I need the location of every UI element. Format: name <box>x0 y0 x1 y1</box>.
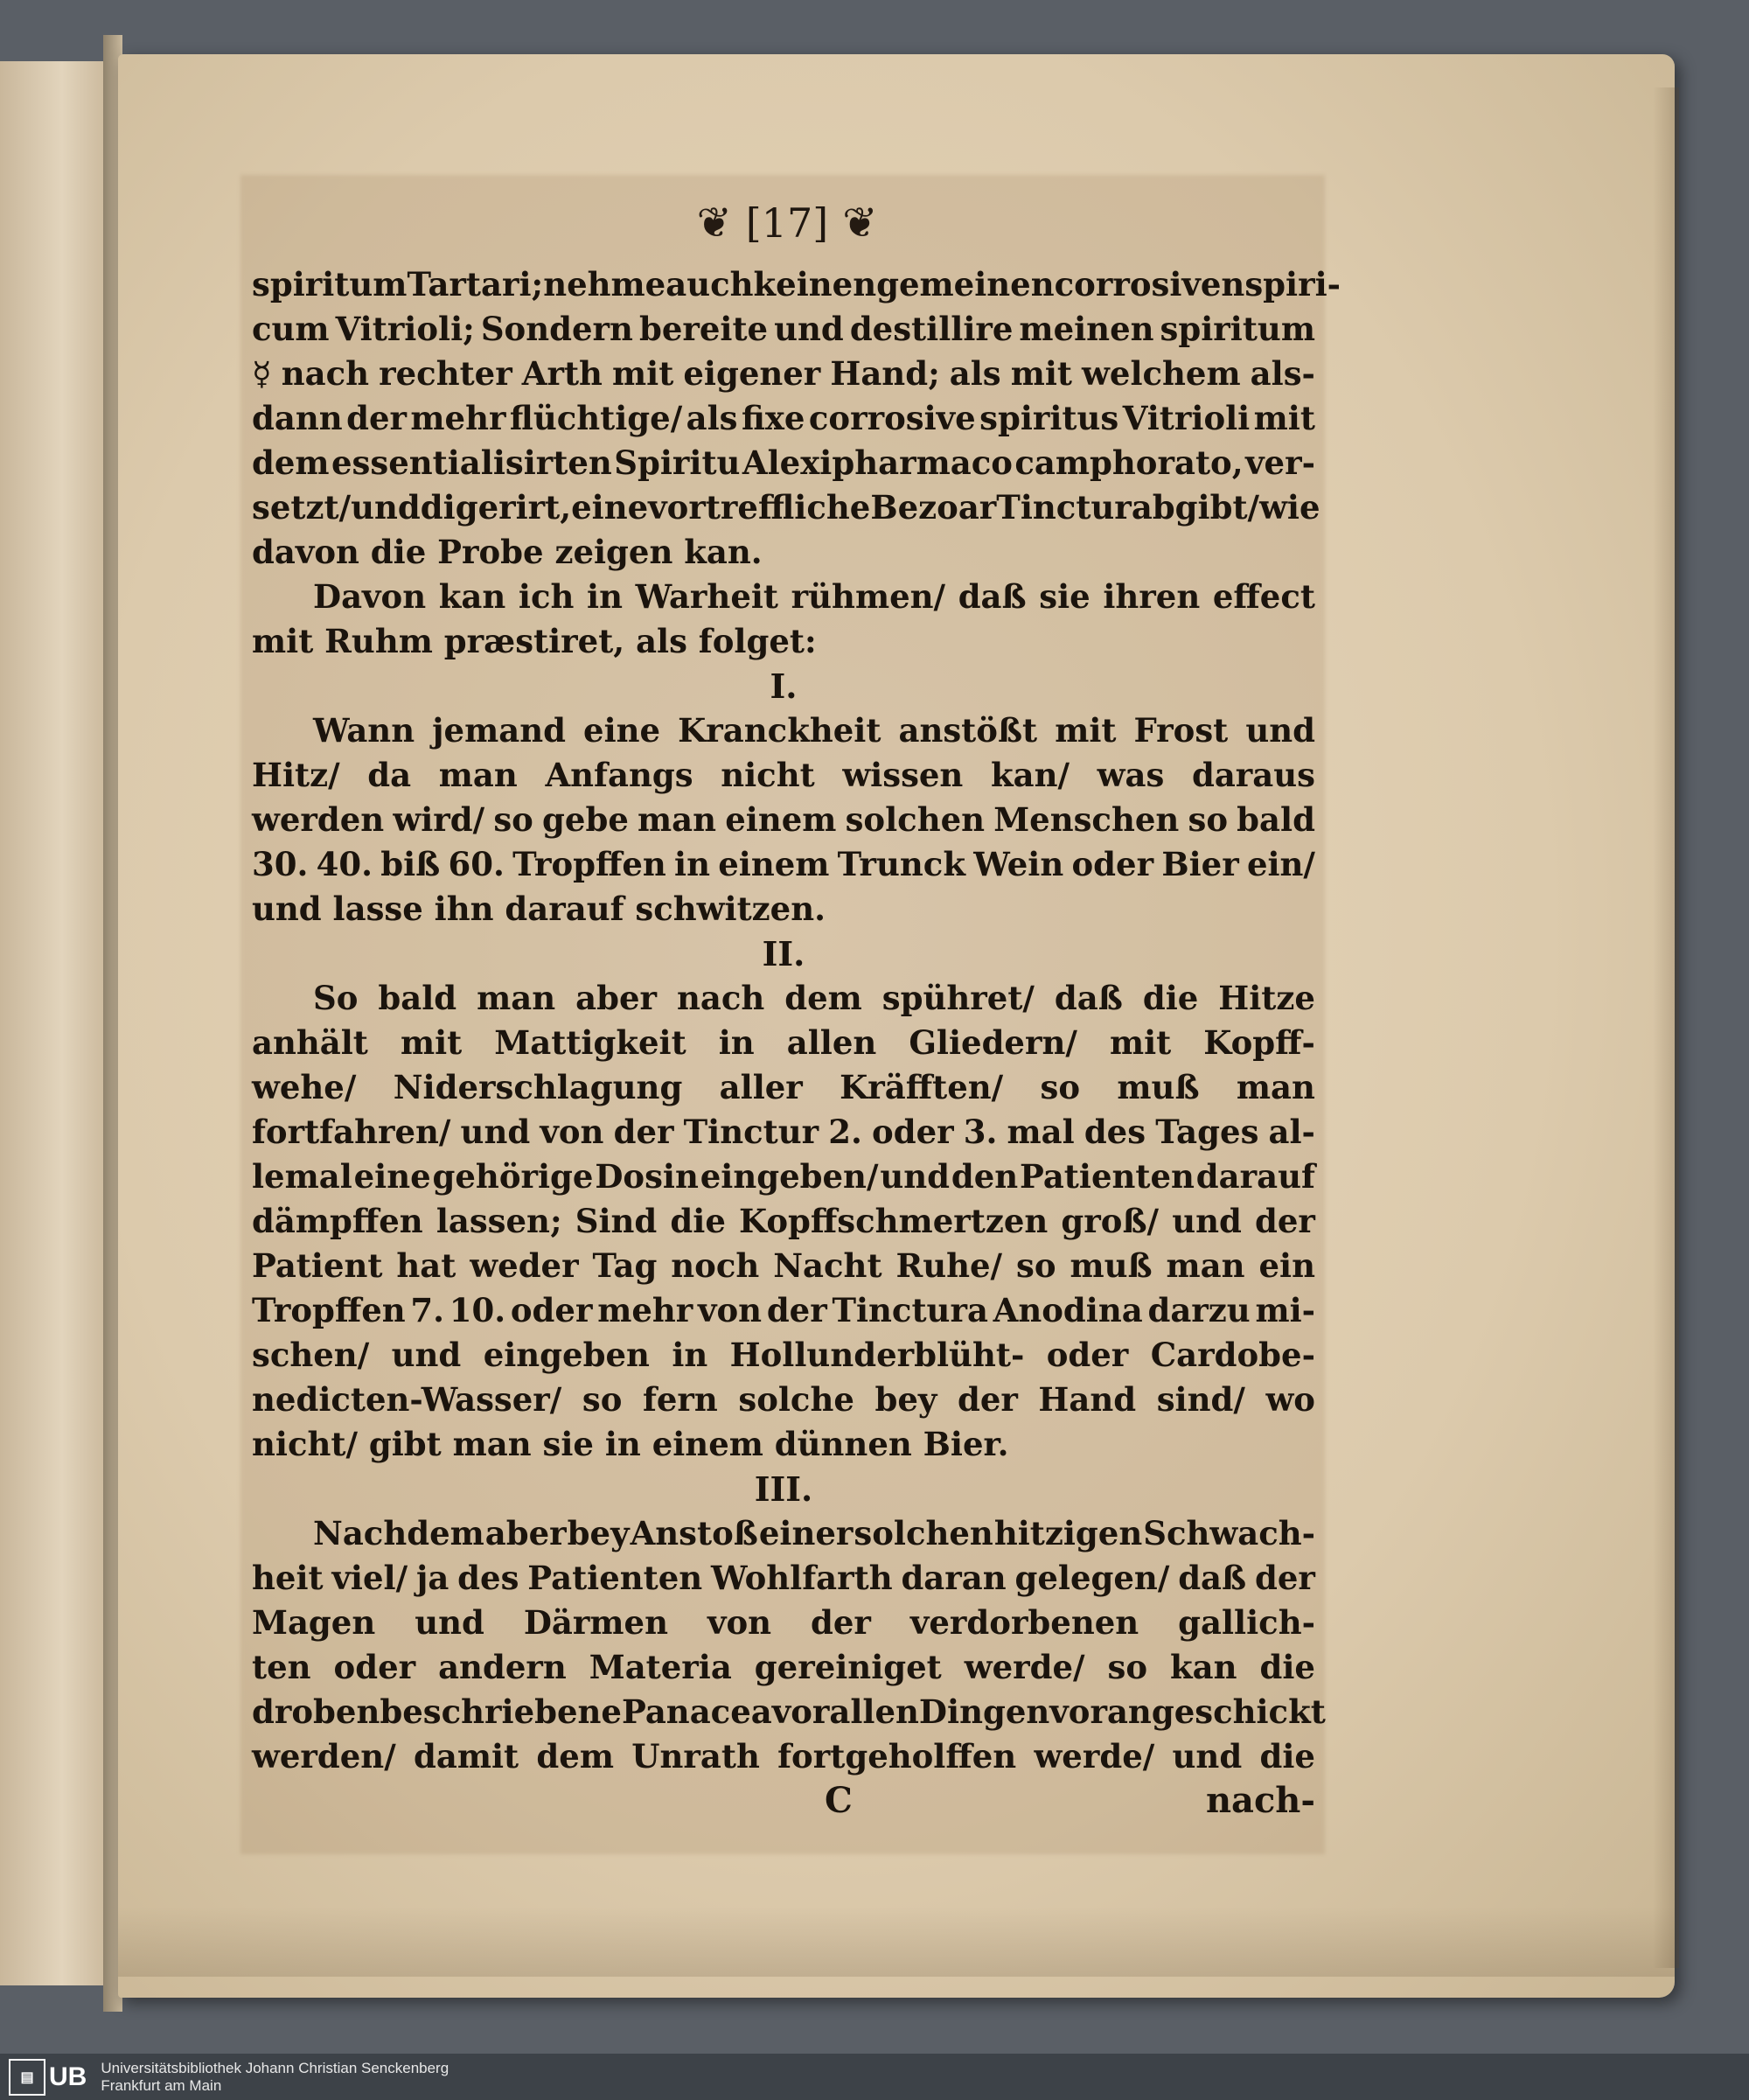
word: kan <box>1170 1648 1237 1686</box>
word: viel/ <box>331 1559 408 1597</box>
word: droben <box>252 1692 380 1731</box>
word: von <box>707 1603 772 1642</box>
word: Tinctur <box>996 488 1132 527</box>
library-footer-bar <box>0 2054 1749 2100</box>
library-logo-icon: ▤ <box>9 2059 45 2096</box>
word: nehme <box>543 265 666 303</box>
word: 30. <box>252 845 309 883</box>
text-line <box>252 1155 1315 1199</box>
word: Unrath <box>631 1737 760 1776</box>
word: allen <box>786 1023 877 1062</box>
word: muß <box>1070 1246 1153 1285</box>
word: mehr <box>597 1291 693 1329</box>
word: al- <box>1268 1113 1315 1151</box>
word: 3. <box>963 1113 998 1151</box>
word: gebe <box>542 800 629 839</box>
word: Alexipharmaco <box>742 443 1013 482</box>
word: Mattigkeit <box>494 1023 686 1062</box>
word: welchem <box>1082 354 1241 393</box>
word: ten <box>252 1648 311 1686</box>
word: ☿ <box>252 354 272 393</box>
text-line <box>252 1511 1315 1556</box>
word: Kopff- <box>1203 1023 1315 1062</box>
word: nicht <box>721 756 815 794</box>
word: daß <box>1178 1559 1247 1597</box>
word: daraus <box>1191 756 1315 794</box>
word: verdorbenen <box>909 1603 1139 1642</box>
word: und <box>774 310 844 348</box>
word: Kräfften/ <box>840 1068 1004 1106</box>
word: der <box>613 1113 674 1151</box>
word: Spiritu <box>614 443 741 482</box>
word: Kopffschmertzen <box>739 1202 1049 1240</box>
word: noch <box>671 1246 760 1285</box>
word: 40. <box>316 845 373 883</box>
library-logo[interactable] <box>9 2059 87 2096</box>
text-line <box>252 976 1315 1021</box>
word: kan <box>438 577 506 616</box>
word: heit <box>252 1559 324 1597</box>
word: so <box>582 1380 623 1419</box>
word: den <box>951 1157 1019 1196</box>
word: Dosin <box>595 1157 699 1196</box>
word: wo <box>1265 1380 1315 1419</box>
word: werde/ <box>1034 1737 1155 1776</box>
word: der <box>957 1380 1018 1419</box>
word: so <box>1188 800 1228 839</box>
word: Dingen <box>918 1692 1050 1731</box>
word: oder <box>510 1291 593 1329</box>
word: Menschen <box>993 800 1180 839</box>
word: biß <box>380 845 441 883</box>
text-line <box>252 842 1315 887</box>
word: mehr <box>410 399 506 437</box>
word: darzu <box>1147 1291 1251 1329</box>
word: in <box>672 1336 708 1374</box>
word: Magen <box>252 1603 376 1642</box>
word: und <box>1172 1202 1242 1240</box>
word: eingeben <box>483 1336 650 1374</box>
word: Tinctura <box>832 1291 988 1329</box>
word: wissen <box>842 756 964 794</box>
text-line <box>252 1199 1315 1244</box>
word: Frost <box>1133 711 1229 750</box>
word: spühret/ <box>881 979 1035 1017</box>
word: weder <box>470 1246 579 1285</box>
word: ihren <box>1103 577 1201 616</box>
word: sie <box>1039 577 1091 616</box>
word: wird/ <box>393 800 485 839</box>
word: mal <box>1007 1113 1075 1151</box>
word: Patienten <box>527 1559 703 1597</box>
word: cum <box>252 310 330 348</box>
word: abgibt/ <box>1131 488 1260 527</box>
word: bey <box>567 1514 630 1552</box>
word: werden <box>252 800 385 839</box>
word: oder <box>1046 1336 1129 1374</box>
text-line: mit Ruhm præstiret, als folget: <box>252 622 817 660</box>
word: ein/ <box>1246 845 1315 883</box>
word: damit <box>413 1737 519 1776</box>
word: camphorato, <box>1014 443 1244 482</box>
word: Materia <box>589 1648 732 1686</box>
word: So <box>313 979 359 1017</box>
word: bald <box>378 979 457 1017</box>
word: Tartari; <box>407 265 544 303</box>
word: von <box>698 1291 763 1329</box>
word: Panacea <box>621 1692 772 1731</box>
word: einer <box>758 1514 854 1552</box>
word: gehörige <box>432 1157 594 1196</box>
page-footer <box>252 1780 1315 1832</box>
word: vor <box>771 1692 830 1731</box>
word: corrosive <box>808 399 976 437</box>
word: eingeben/ <box>700 1157 879 1196</box>
word: gelegen/ <box>1014 1559 1170 1597</box>
word: rühmen/ <box>791 577 946 616</box>
word: 7. <box>410 1291 445 1329</box>
text-line <box>252 753 1315 798</box>
left-page-edge <box>0 61 105 1985</box>
text-line <box>252 1021 1315 1065</box>
text-line: und lasse ihn darauf schwitzen. <box>252 890 826 928</box>
page-edge-shadow <box>1653 87 1679 1968</box>
text-line <box>252 1690 1326 1734</box>
word: Davon <box>313 577 427 616</box>
text-line <box>252 575 1315 619</box>
word: in <box>718 1023 755 1062</box>
word: mit <box>400 1023 463 1062</box>
word: gereiniget <box>754 1648 942 1686</box>
word: dann <box>252 399 343 437</box>
word: Hitze <box>1218 979 1315 1017</box>
word: Cardobe- <box>1150 1336 1315 1374</box>
word: und <box>391 1336 462 1374</box>
word: ver- <box>1245 443 1315 482</box>
word: und <box>351 488 421 527</box>
word: Sondern <box>480 310 633 348</box>
text-line: davon die Probe zeigen kan. <box>252 533 763 571</box>
word: der <box>1255 1559 1315 1597</box>
word: ein <box>1258 1246 1315 1285</box>
word: auch <box>665 265 754 303</box>
word: Schwach- <box>1143 1514 1315 1552</box>
word: Bier <box>1161 845 1239 883</box>
word: als- <box>1250 354 1315 393</box>
word: solchen <box>854 1514 993 1552</box>
word: 10. <box>449 1291 506 1329</box>
word: keinen <box>753 265 877 303</box>
word: als <box>686 399 738 437</box>
word: andern <box>438 1648 567 1686</box>
word: von <box>540 1113 604 1151</box>
word: eine <box>353 1157 431 1196</box>
word: meinen <box>1019 310 1154 348</box>
word: daß <box>958 577 1027 616</box>
word: wehe/ <box>252 1068 357 1106</box>
word: ja <box>415 1559 449 1597</box>
word: lassen; <box>436 1202 562 1240</box>
right-ornament-icon: ❦ <box>842 199 878 248</box>
word: die <box>1142 979 1199 1017</box>
text-line <box>252 1734 1315 1779</box>
word: Tinctur <box>683 1113 819 1151</box>
word: solche <box>738 1380 854 1419</box>
word: aller <box>719 1068 803 1106</box>
word: 60. <box>448 845 505 883</box>
word: Trunck <box>837 845 965 883</box>
word: so <box>1016 1246 1056 1285</box>
text-line <box>252 1601 1315 1645</box>
word: mit <box>612 354 674 393</box>
word: Niderschlagung <box>393 1068 683 1106</box>
word: groß/ <box>1061 1202 1160 1240</box>
word: und <box>1245 711 1315 750</box>
word: oder <box>333 1648 416 1686</box>
word: 2. <box>828 1113 862 1151</box>
word: Tropffen <box>512 845 666 883</box>
text-line <box>252 1244 1315 1288</box>
word: werden/ <box>252 1737 396 1776</box>
word: Hollunderblüht- <box>729 1336 1025 1374</box>
word: destillire <box>849 310 1014 348</box>
word: und <box>460 1113 531 1151</box>
word: fortfahren/ <box>252 1113 451 1151</box>
text-line <box>252 1288 1315 1333</box>
section-numeral-3: III. <box>754 1469 813 1509</box>
word: effect <box>1212 577 1315 616</box>
library-name-line2: Frankfurt am Main <box>101 2076 222 2094</box>
word: spiritum <box>1160 310 1315 348</box>
word: Nacht <box>773 1246 882 1285</box>
word: bald <box>1237 800 1315 839</box>
word: schen/ <box>252 1336 370 1374</box>
word: was <box>1097 756 1165 794</box>
word: wie <box>1259 488 1320 527</box>
word: setzt/ <box>252 488 352 527</box>
word: Bezoar <box>870 488 997 527</box>
word: Warheit <box>635 577 779 616</box>
word: hitzigen <box>993 1514 1143 1552</box>
word: Därmen <box>523 1603 668 1642</box>
word: fern <box>642 1380 718 1419</box>
word: flüchtige/ <box>509 399 683 437</box>
word: spiri- <box>1244 265 1341 303</box>
word: Patient <box>252 1246 383 1285</box>
word: bereite <box>638 310 769 348</box>
section-numeral-2: II. <box>762 934 805 973</box>
text-line <box>252 708 1315 753</box>
word: rechter <box>379 354 512 393</box>
word: nach <box>281 354 370 393</box>
word: da <box>367 756 412 794</box>
page-fold-shadow <box>118 1907 1675 1977</box>
word: einem <box>725 800 837 839</box>
word: gallich- <box>1178 1603 1315 1642</box>
word: Tropffen <box>252 1291 406 1329</box>
word: die <box>1259 1737 1315 1776</box>
word: mit <box>1253 399 1315 437</box>
word: spiritum <box>252 265 408 303</box>
word: eine <box>571 488 649 527</box>
word: und <box>415 1603 484 1642</box>
word: jemand <box>432 711 566 750</box>
word: Kranckheit <box>678 711 881 750</box>
word: Gliedern/ <box>909 1023 1077 1062</box>
left-ornament-icon: ❦ <box>696 199 732 248</box>
word: und <box>880 1157 950 1196</box>
text-line <box>252 352 1315 396</box>
text-line <box>252 1556 1315 1601</box>
text-line <box>252 1645 1315 1690</box>
word: spiritus <box>979 399 1119 437</box>
word: Ruhe/ <box>895 1246 1003 1285</box>
word: hat <box>396 1246 456 1285</box>
word: in <box>587 577 623 616</box>
word: eigener <box>683 354 821 393</box>
section-numeral-1: I. <box>770 666 798 706</box>
word: Vitrioli; <box>335 310 475 348</box>
word: corrosiven <box>1054 265 1245 303</box>
word: gemeinen <box>876 265 1055 303</box>
text-line <box>252 485 1320 530</box>
word: man <box>638 800 717 839</box>
word: Tages <box>1155 1113 1259 1151</box>
word: so <box>1040 1068 1081 1106</box>
word: nach <box>676 979 765 1017</box>
word: dämpffen <box>252 1202 423 1240</box>
text-line <box>252 1065 1315 1110</box>
word: Wein <box>973 845 1064 883</box>
word: essentialisirten <box>331 443 612 482</box>
text-line <box>252 1333 1315 1378</box>
word: Anodina <box>993 1291 1143 1329</box>
text-line <box>252 1110 1315 1155</box>
word: man <box>477 979 556 1017</box>
word: einem <box>718 845 830 883</box>
word: fortgeholffen <box>777 1737 1017 1776</box>
word: Anstoß <box>630 1514 758 1552</box>
word: der <box>1255 1202 1315 1240</box>
text-line <box>252 396 1315 441</box>
word: mi- <box>1255 1291 1315 1329</box>
word: die <box>670 1202 726 1240</box>
library-name-line1: Universitätsbibliothek Johann Christian Senckenberg <box>101 2059 449 2076</box>
word: Vitrioli <box>1122 399 1251 437</box>
word: Arth <box>521 354 603 393</box>
word: fixe <box>741 399 805 437</box>
word: des <box>457 1559 519 1597</box>
text-line <box>252 798 1315 842</box>
signature-mark: C <box>825 1780 853 1821</box>
word: der <box>346 399 407 437</box>
word: nedicten-Wasser/ <box>252 1380 562 1419</box>
word: mit <box>1010 354 1072 393</box>
word: lemal <box>252 1157 352 1196</box>
word: oder <box>872 1113 954 1151</box>
word: digerirt, <box>420 488 572 527</box>
word: oder <box>1071 845 1154 883</box>
word: aber <box>484 1514 567 1552</box>
word: dem <box>784 979 862 1017</box>
word: eine <box>583 711 661 750</box>
text-line <box>252 307 1315 352</box>
word: Nachdem <box>313 1514 484 1552</box>
word: darauf <box>1195 1157 1315 1196</box>
word: des <box>1084 1113 1146 1151</box>
word: Hitz/ <box>252 756 340 794</box>
word: aber <box>575 979 658 1017</box>
word: mit <box>1055 711 1117 750</box>
word: der <box>766 1291 827 1329</box>
word: Wann <box>313 711 415 750</box>
word: dem <box>536 1737 614 1776</box>
word: Hand <box>1038 1380 1137 1419</box>
word: der <box>811 1603 871 1642</box>
word: man <box>1166 1246 1245 1285</box>
word: anhält <box>252 1023 368 1062</box>
word: mit <box>1109 1023 1172 1062</box>
word: geschickt <box>1151 1692 1326 1731</box>
page-header <box>638 197 936 249</box>
word: Patienten <box>1020 1157 1195 1196</box>
word: beschriebene <box>380 1692 622 1731</box>
word: man <box>1236 1068 1315 1106</box>
word: als <box>949 354 1001 393</box>
word: Wohlfarth <box>711 1559 893 1597</box>
text-line: nicht/ gibt man sie in einem dünnen Bier. <box>252 1425 1009 1463</box>
library-name <box>101 2060 449 2095</box>
word: dem <box>252 443 330 482</box>
text-line <box>252 441 1315 485</box>
word: muß <box>1117 1068 1200 1106</box>
page-number: [17] <box>745 199 829 247</box>
word: vortreffliche <box>648 488 871 527</box>
word: in <box>674 845 711 883</box>
word: voran <box>1049 1692 1152 1731</box>
word: und <box>1172 1737 1243 1776</box>
word: Tag <box>592 1246 658 1285</box>
word: solchen <box>845 800 986 839</box>
word: kan/ <box>990 756 1070 794</box>
word: man <box>438 756 518 794</box>
word: Anfangs <box>545 756 693 794</box>
word: daß <box>1054 979 1123 1017</box>
word: bey <box>874 1380 937 1419</box>
word: Hand; <box>830 354 940 393</box>
library-logo-text: UB <box>49 2062 87 2091</box>
word: ich <box>518 577 575 616</box>
text-line <box>252 262 1341 307</box>
text-line <box>252 1378 1315 1422</box>
word: anstößt <box>898 711 1038 750</box>
word: die <box>1259 1648 1315 1686</box>
word: so <box>493 800 533 839</box>
word: allen <box>829 1692 919 1731</box>
catchword: nach- <box>1205 1780 1315 1821</box>
word: Sind <box>575 1202 658 1240</box>
word: daran <box>901 1559 1007 1597</box>
word: sind/ <box>1156 1380 1245 1419</box>
word: so <box>1107 1648 1148 1686</box>
body-text <box>252 262 1341 1779</box>
word: werde/ <box>964 1648 1085 1686</box>
